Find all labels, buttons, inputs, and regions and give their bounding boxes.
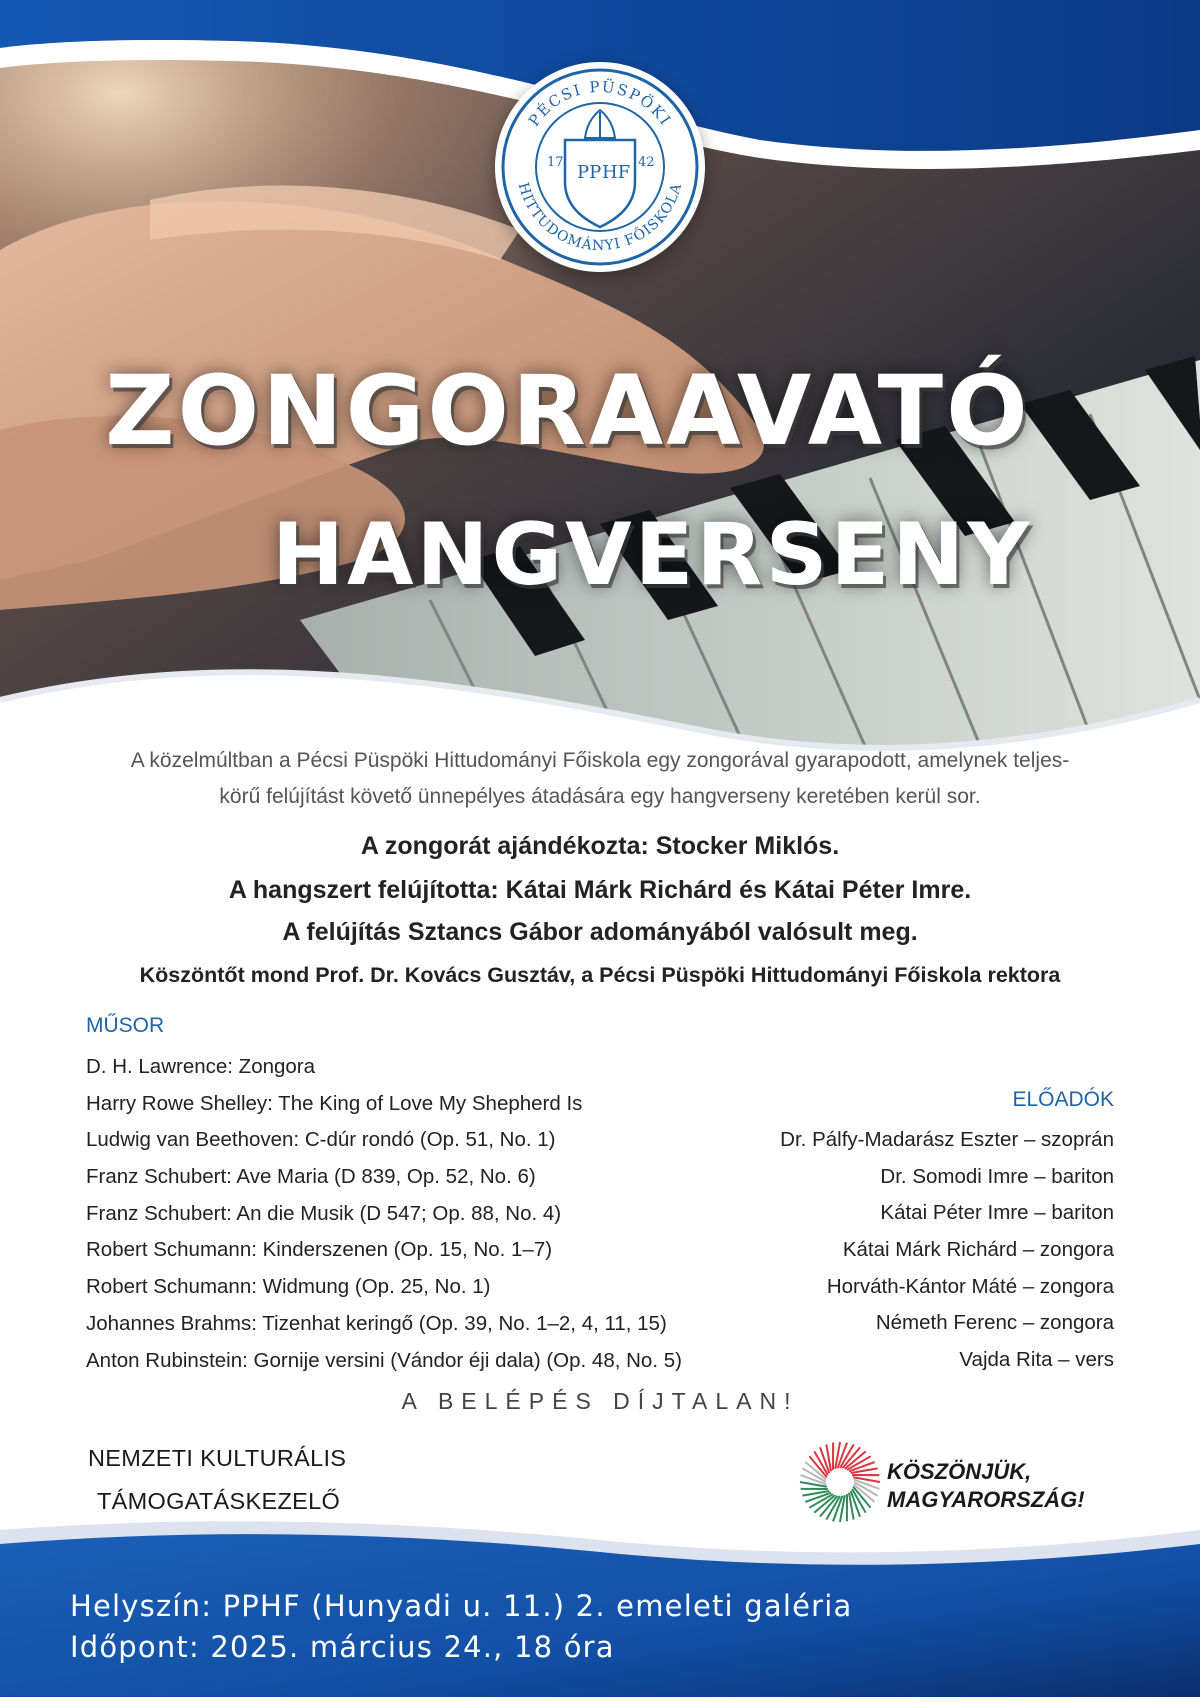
performer-item: Horváth-Kántor Máté – zongora <box>694 1269 1114 1306</box>
intro-paragraph <box>70 743 1130 815</box>
program-item: Robert Schumann: Kinderszenen (Op. 15, No. 1–7) <box>86 1232 806 1269</box>
thanks-logo-line-2: MAGYARORSZÁG! <box>887 1487 1085 1513</box>
donor-line: A zongorát ajándékozta: Stocker Miklós. <box>40 832 1160 861</box>
thanks-logo-line-1: KÖSZÖNJÜK, <box>887 1459 1031 1485</box>
svg-text:17: 17 <box>547 155 564 170</box>
event-time: Időpont: 2025. március 24., 18 óra <box>70 1630 615 1664</box>
college-logo <box>495 62 705 272</box>
program-item: Robert Schumann: Widmung (Op. 25, No. 1) <box>86 1269 806 1306</box>
intro-line-1: A közelmúltban a Pécsi Püspöki Hittudományi Főiskola egy zongorával gyarapodott, amelynek teljes- <box>70 743 1130 779</box>
nka-logo-line-2: TÁMOGATÁSKEZELŐ <box>97 1488 340 1515</box>
program-item: Franz Schubert: An die Musik (D 547; Op. 88, No. 4) <box>86 1196 806 1233</box>
program-item: Johannes Brahms: Tizenhat keringő (Op. 39, No. 1–2, 4, 11, 15) <box>86 1306 806 1343</box>
performer-item: Kátai Péter Imre – bariton <box>694 1195 1114 1232</box>
college-seal-icon <box>495 62 705 272</box>
svg-text:42: 42 <box>638 155 655 170</box>
performer-item: Dr. Somodi Imre – bariton <box>694 1159 1114 1196</box>
program-item: D. H. Lawrence: Zongora <box>86 1049 806 1086</box>
svg-text:PP: PP <box>577 162 601 183</box>
svg-text:HF: HF <box>602 162 630 183</box>
performer-item: Kátai Márk Richárd – zongora <box>694 1232 1114 1269</box>
title-line-2: HANGVERSENY <box>272 505 1033 605</box>
program-item: Anton Rubinstein: Gornije versini (Vándor éji dala) (Op. 48, No. 5) <box>86 1343 806 1380</box>
performer-item: Németh Ferenc – zongora <box>694 1305 1114 1342</box>
admission-notice: A BELÉPÉS DÍJTALAN! <box>0 1388 1200 1415</box>
program-heading: MŰSOR <box>86 1014 164 1038</box>
restorers-line: A hangszert felújította: Kátai Márk Richárd és Kátai Péter Imre. <box>40 876 1160 905</box>
svg-text:HITTUDOMÁNYI FŐISKOLA: HITTUDOMÁNYI FŐISKOLA <box>515 181 686 254</box>
svg-text:PÉCSI PÜSPÖKI: PÉCSI PÜSPÖKI <box>525 78 675 130</box>
performers-heading: ELŐADÓK <box>1012 1088 1114 1112</box>
intro-line-2: körű felújítást követő ünnepélyes átadására egy hangverseny keretében kerül sor. <box>70 779 1130 815</box>
event-location: Helyszín: PPHF (Hunyadi u. 11.) 2. emeleti galéria <box>70 1589 852 1623</box>
performer-item: Dr. Pálfy-Madarász Eszter – szoprán <box>694 1122 1114 1159</box>
nka-logo-line-1: NEMZETI KULTURÁLIS <box>88 1445 346 1472</box>
performer-item: Vajda Rita – vers <box>694 1342 1114 1379</box>
funding-line: A felújítás Sztancs Gábor adományából valósult meg. <box>40 918 1160 947</box>
performers-list <box>694 1122 1114 1379</box>
title-line-1: ZONGORAAVATÓ <box>105 355 1031 467</box>
greeting-line: Köszöntőt mond Prof. Dr. Kovács Gusztáv, a Pécsi Püspöki Hittudományi Főiskola rektora <box>40 963 1160 988</box>
program-item: Harry Rowe Shelley: The King of Love My Shepherd Is <box>86 1086 806 1123</box>
program-item: Ludwig van Beethoven: C-dúr rondó (Op. 51, No. 1) <box>86 1122 806 1159</box>
program-item: Franz Schubert: Ave Maria (D 839, Op. 52, No. 6) <box>86 1159 806 1196</box>
